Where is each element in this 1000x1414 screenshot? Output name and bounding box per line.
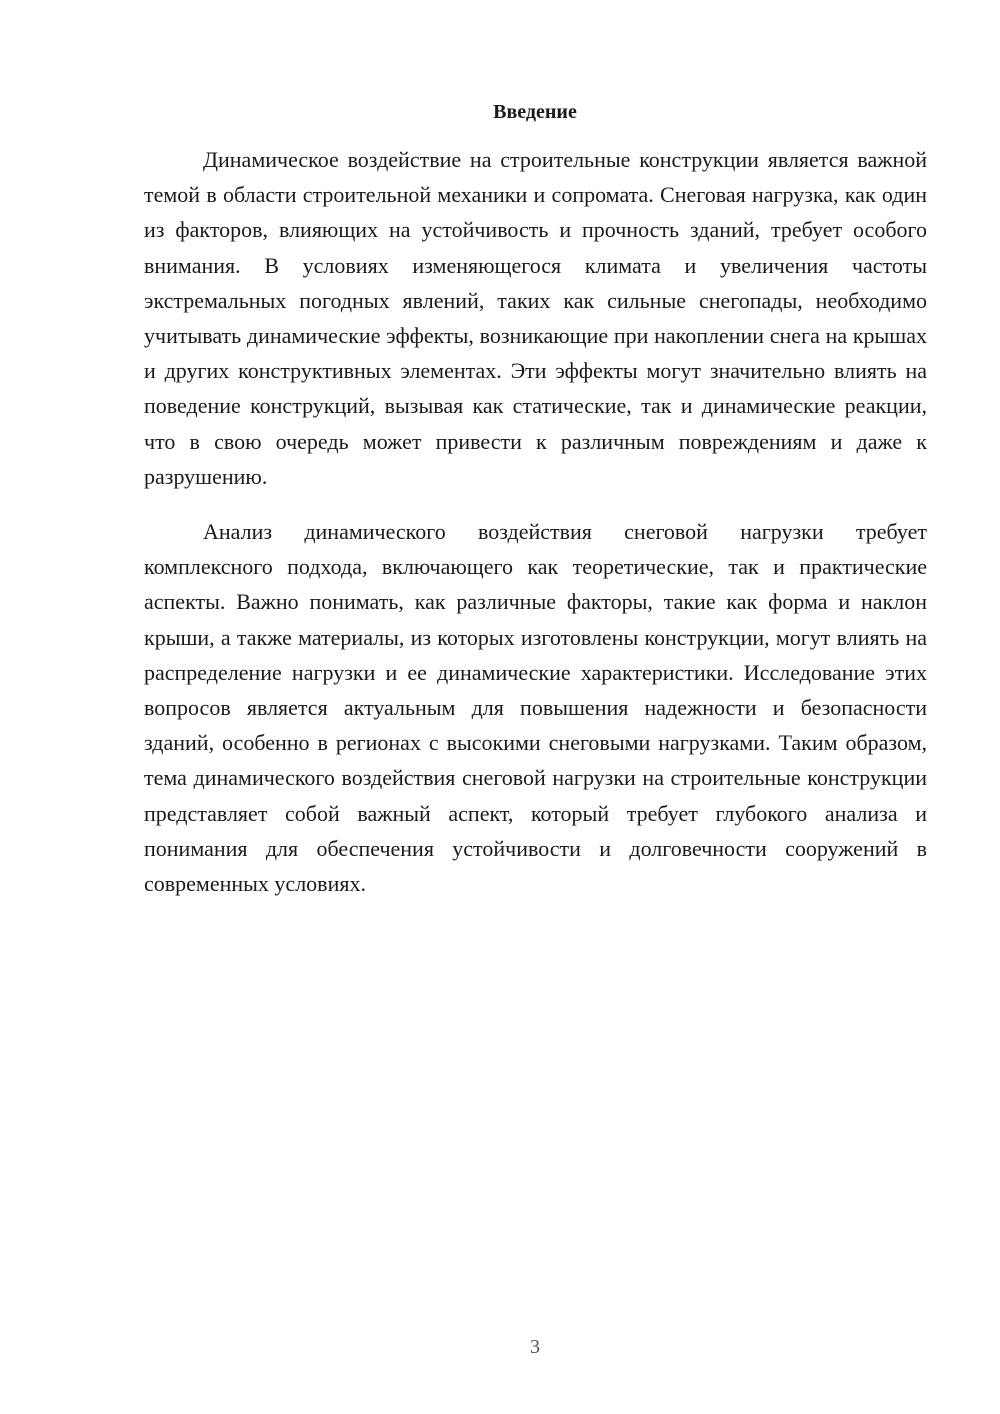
- paragraph-2: Анализ динамического воздействия снеговой нагрузки требует комплексного подхода, включающего как теоретические, так и практические аспекты. Важно понимать, как различные факторы, такие как форма и наклон крыши, а также материалы, из которых изготовлены конструкции, могут влиять на распределение нагрузки и ее динамические характеристики. Исследование этих вопросов является актуальным для повышения надежности и безопасности зданий, особенно в регионах с высокими снеговыми нагрузками. Таким образом, тема динамического воздействия снеговой нагрузки на строительные конструкции представляет собой важный аспект, который требует глубокого анализа и понимания для обеспечения устойчивости и долговечности сооружений в современных условиях.: [144, 519, 927, 897]
- body-text: [144, 142, 927, 901]
- page-number: 3: [530, 1336, 540, 1358]
- section-title: Введение: [493, 101, 577, 123]
- paragraph-1: Динамическое воздействие на строительные конструкции является важной темой в области строительной механики и сопромата. Снеговая нагрузка, как один из факторов, влияющих на устойчивость и прочность зданий, требует особого внимания. В условиях изменяющегося климата и увеличения частоты экстремальных погодных явлений, таких как сильные снегопады, необходимо учитывать динамические эффекты, возникающие при накоплении снега на крышах и других конструктивных элементах. Эти эффекты могут значительно влиять на поведение конструкций, вызывая как статические, так и динамические реакции, что в свою очередь может привести к различным повреждениям и даже к разрушению.: [144, 147, 927, 489]
